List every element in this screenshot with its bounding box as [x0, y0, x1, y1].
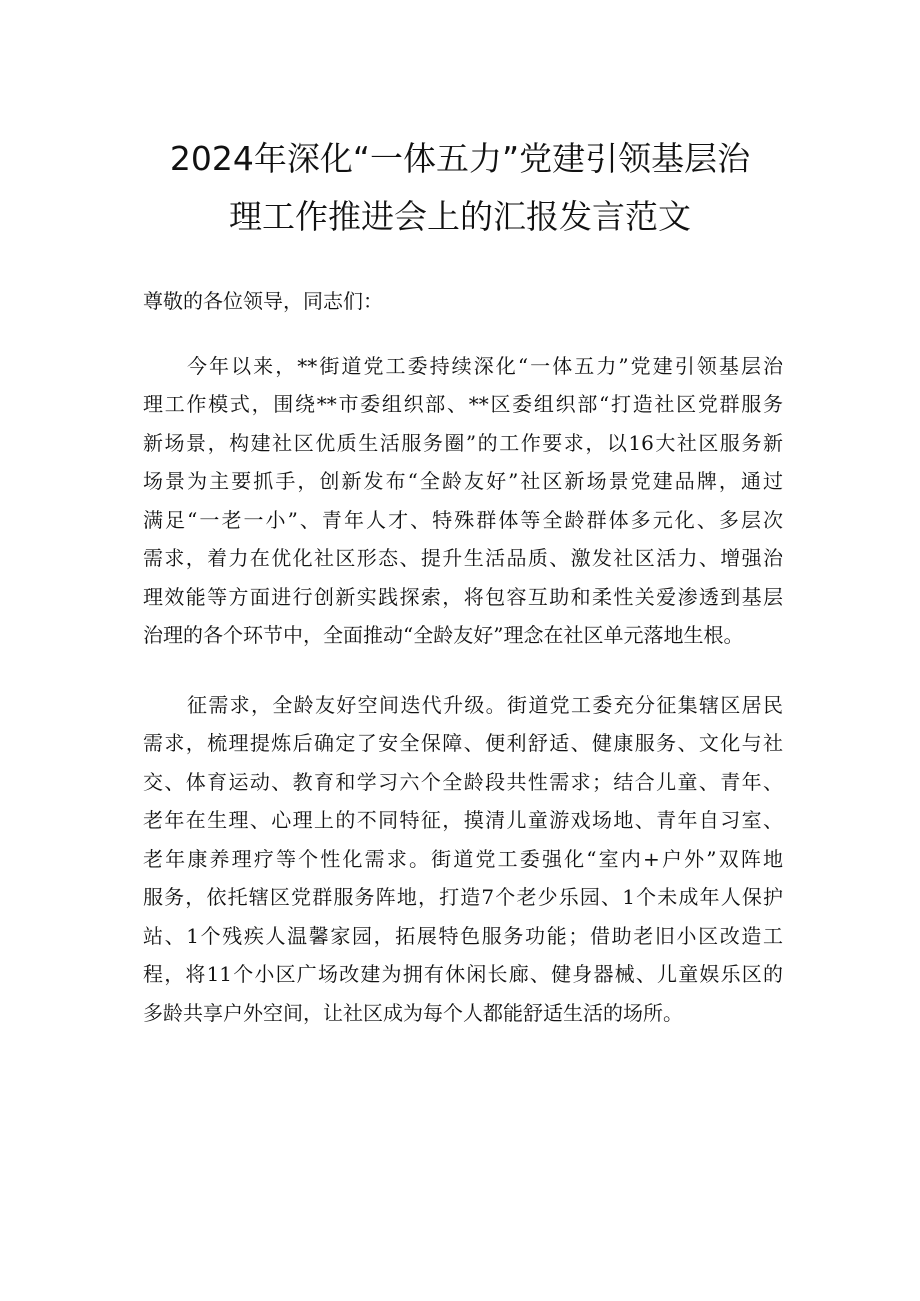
- paragraph-1-line: 新场景，构建社区优质生活服务圈”的工作要求，以16大社区服务新: [143, 430, 783, 455]
- paragraph-1-line: 治理的各个环节中，全面推动“全龄友好”理念在社区单元落地生根。: [143, 623, 744, 647]
- paragraph-1-line: 理效能等方面进行创新实践探索，将包容互助和柔性关爱渗透到基层: [143, 584, 783, 609]
- paragraph-2-line: 需求，梳理提炼后确定了安全保障、便利舒适、健康服务、文化与社: [143, 731, 783, 755]
- paragraph-2-line: 多龄共享户外空间，让社区成为每个人都能舒适生活的场所。: [143, 1000, 683, 1025]
- title-line-1: 2024年深化“一体五力”党建引领基层治: [169, 139, 751, 178]
- paragraph-2-line: 交、体育运动、教育和学习六个全龄段共性需求；结合儿童、青年、: [143, 769, 783, 794]
- document-title: [120, 130, 800, 246]
- paragraph-2-line: 老年康养理疗等个性化需求。街道党工委强化“室内+户外”双阵地: [143, 846, 783, 871]
- paragraph-2-line: 服务，依托辖区党群服务阵地，打造7个老少乐园、1个未成年人保护: [143, 885, 783, 909]
- paragraph-1: [143, 347, 783, 655]
- document-body: [143, 282, 783, 1032]
- paragraph-2-line: 老年在生理、心理上的不同特征，摸清儿童游戏场地、青年自习室、: [143, 808, 783, 832]
- paragraph-1-line: 需求，着力在优化社区形态、提升生活品质、激发社区活力、增强治: [143, 546, 783, 570]
- paragraph-1-line: 理工作模式，围绕**市委组织部、**区委组织部“打造社区党群服务: [143, 392, 783, 416]
- paragraph-2-line: 程，将11个小区广场改建为拥有休闲长廊、健身器械、儿童娱乐区的: [143, 962, 783, 986]
- title-line-2: 理工作推进会上的汇报发言范文: [229, 197, 691, 236]
- paragraph-1-line: 满足“一老一小”、青年人才、特殊群体等全龄群体多元化、多层次: [143, 507, 783, 532]
- paragraph-2-line: 站、1个残疾人温馨家园，拓展特色服务功能；借助老旧小区改造工: [143, 923, 783, 948]
- paragraph-1-line: 场景为主要抓手，创新发布“全龄友好”社区新场景党建品牌，通过: [143, 469, 783, 493]
- paragraph-1-line: 今年以来，**街道党工委持续深化“一体五力”党建引领基层治: [187, 353, 783, 378]
- paragraph-2-line: 征需求，全龄友好空间迭代升级。街道党工委充分征集辖区居民: [187, 692, 783, 717]
- paragraph-2: [143, 686, 783, 1033]
- salutation: 尊敬的各位领导，同志们：: [143, 289, 383, 313]
